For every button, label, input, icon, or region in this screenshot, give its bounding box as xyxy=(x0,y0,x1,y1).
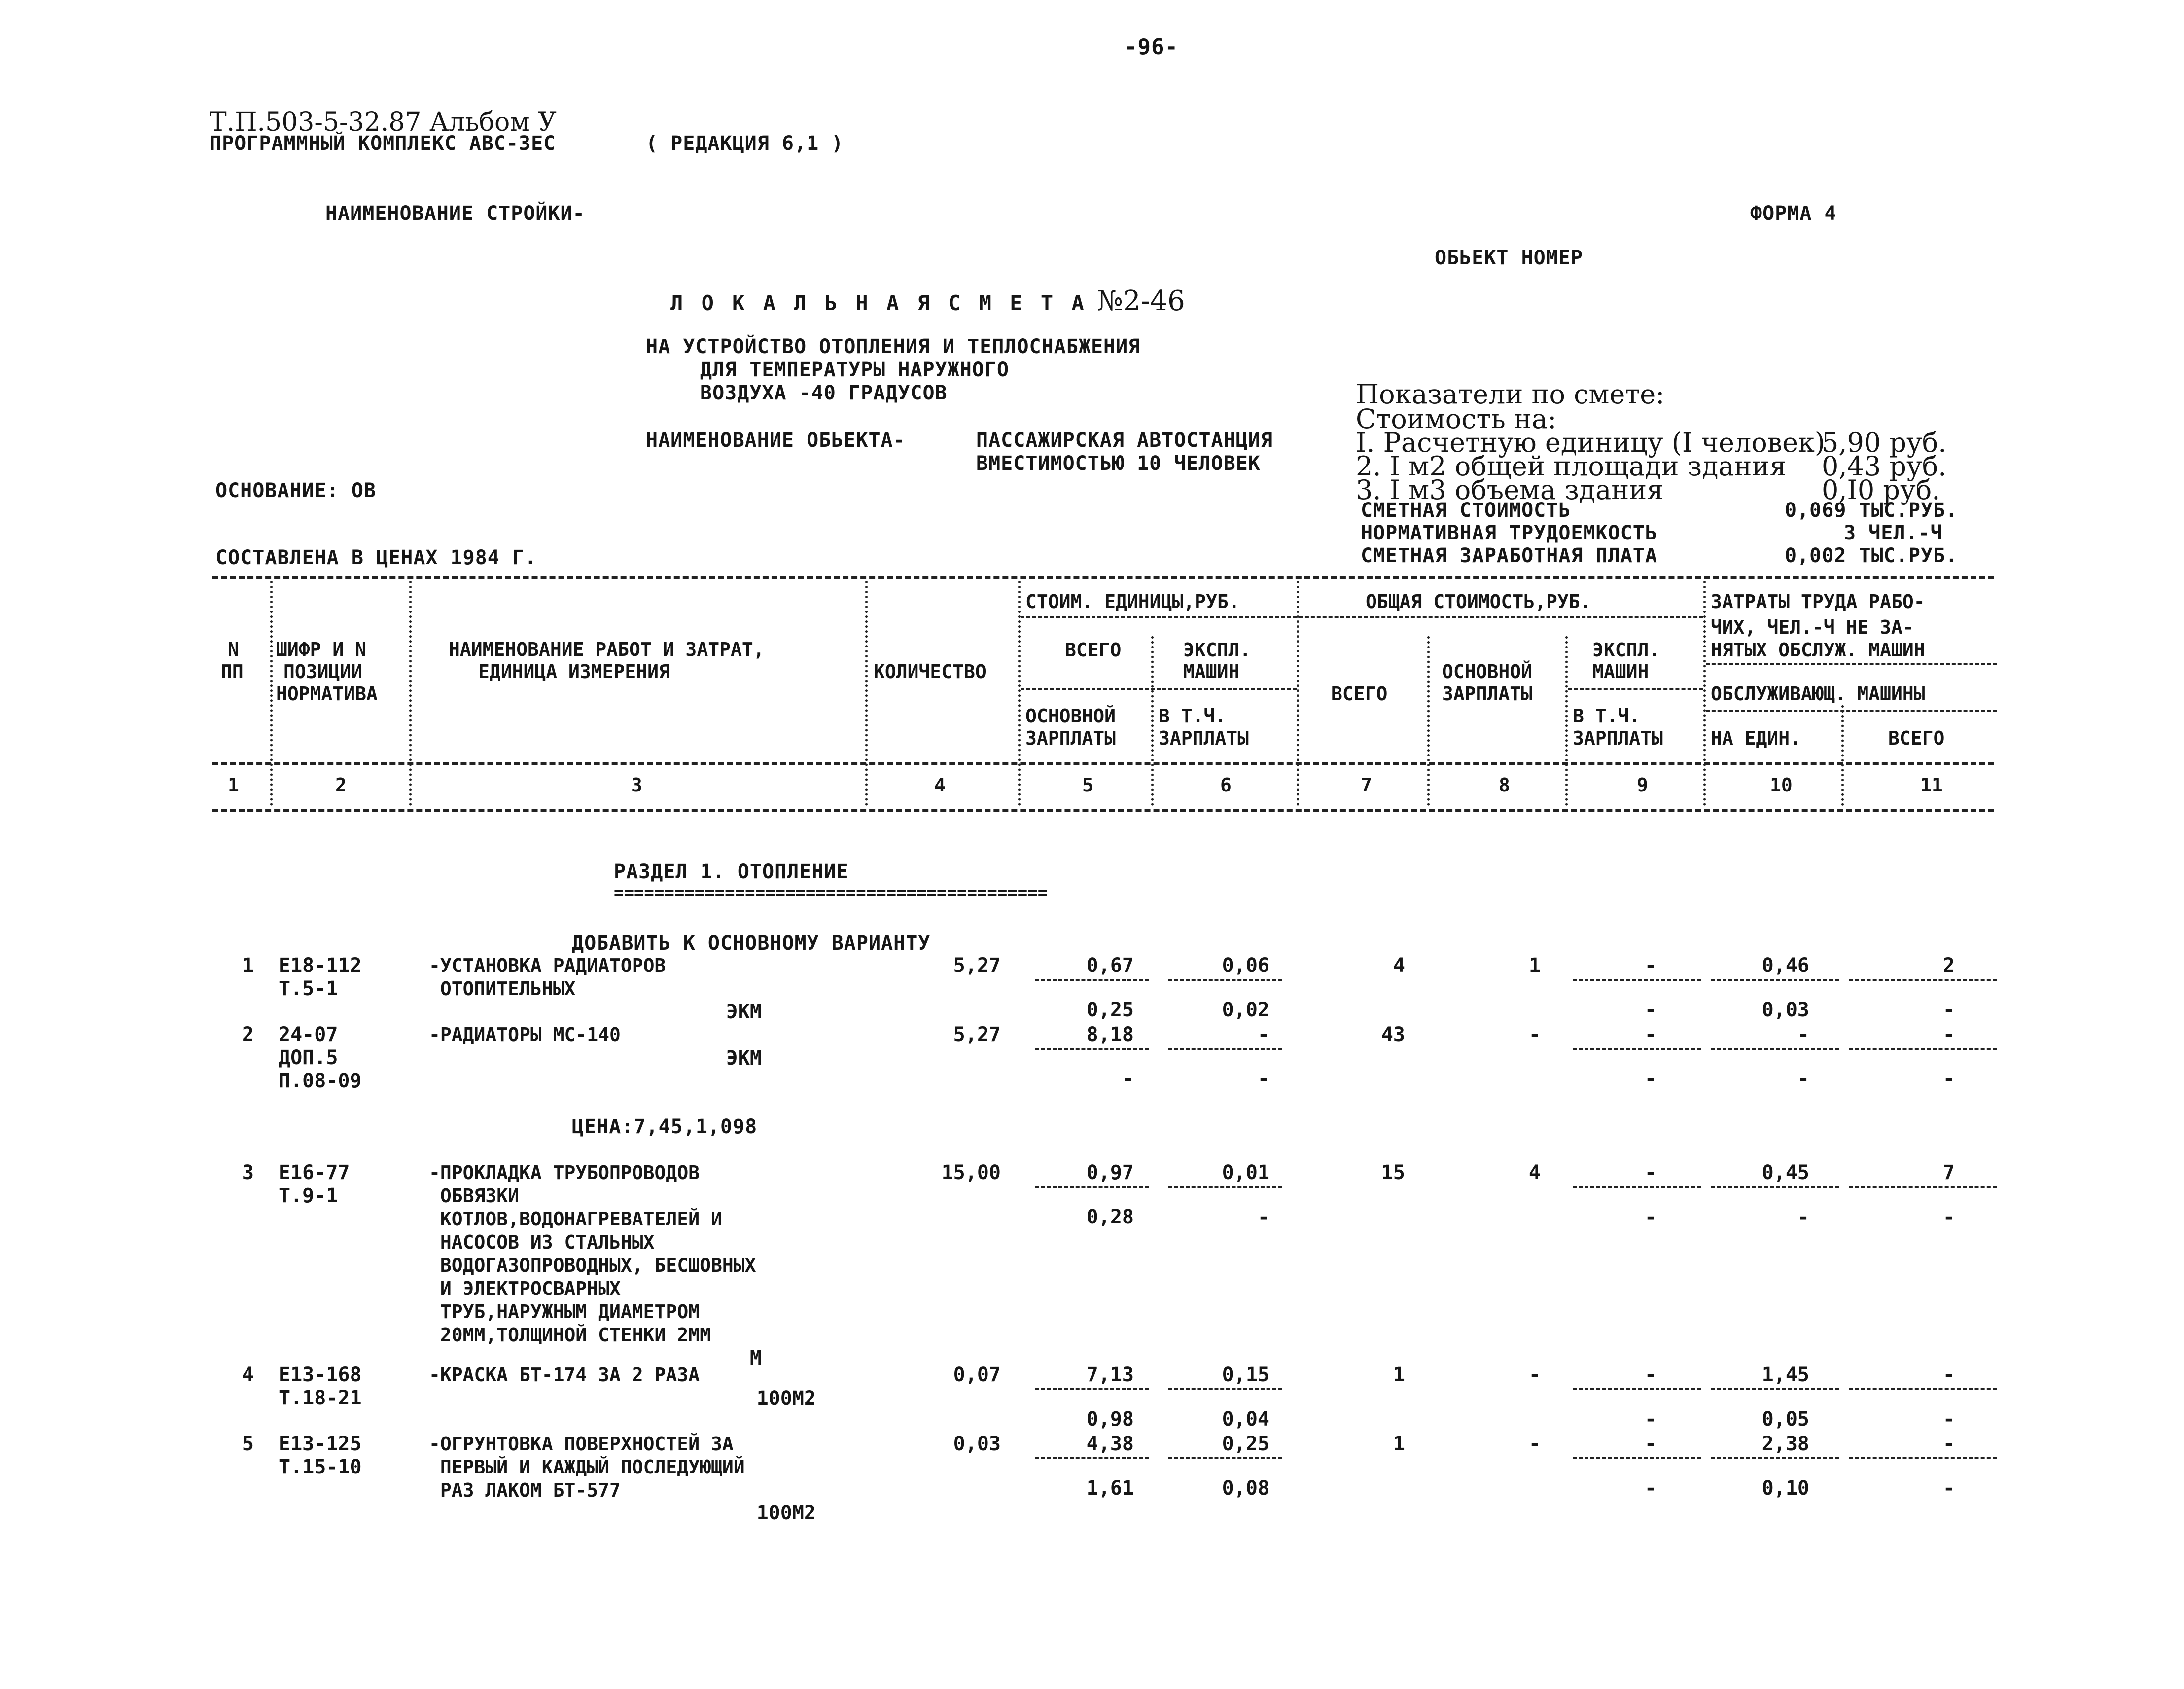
album-reference: Т.П.503-5-32.87 Альбом У xyxy=(210,108,557,137)
col-divider xyxy=(1565,636,1568,806)
column-number-5: 5 xyxy=(1082,774,1093,796)
norm-code-line: Т.15-10 xyxy=(279,1456,362,1478)
labor-group-header-line-2: ЧИХ, ЧЕЛ.-Ч НЕ ЗА- xyxy=(1711,616,1914,638)
header-subrule xyxy=(1021,616,1297,618)
indicator-label-2: 2. I м2 общей площади здания xyxy=(1356,451,1787,482)
value-c10: 0,45 xyxy=(1761,1161,1809,1184)
value-c11: 2 xyxy=(1942,954,1955,977)
value-c11-wage: - xyxy=(1942,1477,1955,1500)
col-8-header-line-2: ЗАРПЛАТЫ xyxy=(1442,683,1533,705)
quantity: 15,00 xyxy=(941,1161,1001,1184)
subrow-rule xyxy=(1573,1048,1701,1050)
object-number-label: ОБЬЕКТ НОМЕР xyxy=(1435,247,1583,269)
subrow-rule xyxy=(1711,1457,1839,1459)
value-c10-wage: 0,05 xyxy=(1761,1408,1809,1431)
quantity: 5,27 xyxy=(953,1023,1001,1046)
norm-code-line: Е18-112 xyxy=(279,954,362,977)
object-name-line-2: ВМЕСТИМОСТЬЮ 10 ЧЕЛОВЕК xyxy=(976,452,1261,475)
value-c9-wage: - xyxy=(1644,1408,1656,1431)
subrow-rule xyxy=(1168,979,1282,981)
header-subrule xyxy=(1021,688,1297,690)
column-number-10: 10 xyxy=(1770,774,1793,796)
column-number-9: 9 xyxy=(1637,774,1648,796)
col-9-sub-header-line-2: ЗАРПЛАТЫ xyxy=(1573,727,1663,749)
subrow-rule xyxy=(1849,1048,1997,1050)
work-description: -КРАСКА БТ-174 ЗА 2 РАЗА xyxy=(429,1364,700,1386)
col-divider xyxy=(1018,581,1021,806)
row-number: 2 xyxy=(242,1023,254,1046)
value-c8: 1 xyxy=(1528,954,1541,977)
value-c5: 8,18 xyxy=(1086,1023,1134,1046)
unit-of-measure: ЭКМ xyxy=(726,1047,762,1070)
value-c6-wage: 0,08 xyxy=(1222,1477,1269,1500)
subrow-rule xyxy=(1711,1048,1839,1050)
value-c6: - xyxy=(1257,1023,1269,1046)
norm-code-line: Т.9-1 xyxy=(279,1185,338,1207)
norm-code-line: 24-07 xyxy=(279,1023,338,1046)
value-c8: - xyxy=(1528,1364,1541,1386)
quantity: 0,07 xyxy=(953,1364,1001,1386)
subrow-rule xyxy=(1168,1186,1282,1188)
value-c8: 4 xyxy=(1528,1161,1541,1184)
construction-name-label: НАИМЕНОВАНИЕ СТРОЙКИ- xyxy=(325,202,585,225)
col-divider xyxy=(409,581,412,806)
estimated-wage-label: СМЕТНАЯ ЗАРАБОТНАЯ ПЛАТА xyxy=(1361,544,1657,567)
value-c9: - xyxy=(1644,954,1656,977)
labor-group-header-line-4: ОБСЛУЖИВАЮЩ. МАШИНЫ xyxy=(1711,683,1925,705)
value-c6-wage: - xyxy=(1257,1206,1269,1228)
header-top-rule xyxy=(212,576,1994,579)
program-name: ПРОГРАММНЫЙ КОМПЛЕКС АВС-ЗЕС xyxy=(210,132,556,155)
value-c7: 1 xyxy=(1393,1364,1405,1386)
value-c7: 4 xyxy=(1393,954,1405,977)
value-c9-wage: - xyxy=(1644,1477,1656,1500)
column-number-8: 8 xyxy=(1499,774,1510,796)
purpose-line-1: НА УСТРОЙСТВО ОТОПЛЕНИЯ И ТЕПЛОСНАБЖЕНИЯ xyxy=(646,335,1141,358)
col-2-header-line-3: НОРМАТИВА xyxy=(276,683,378,705)
col-divider xyxy=(1427,636,1430,806)
value-c5: 0,97 xyxy=(1086,1161,1134,1184)
subrow-rule xyxy=(1573,979,1701,981)
value-c11-wage: - xyxy=(1942,999,1955,1021)
column-number-1: 1 xyxy=(228,774,239,796)
header-subrule xyxy=(1706,710,1997,712)
value-c9-wage: - xyxy=(1644,1206,1656,1228)
value-c7: 43 xyxy=(1381,1023,1405,1046)
value-c9-wage: - xyxy=(1644,1068,1656,1090)
subrow-rule xyxy=(1168,1388,1282,1390)
row-number: 4 xyxy=(242,1364,254,1386)
value-c6-wage: 0,04 xyxy=(1222,1408,1269,1431)
section-title: РАЗДЕЛ 1. ОТОПЛЕНИЕ xyxy=(614,861,849,883)
column-numbers-rule xyxy=(212,809,1994,812)
subrow-rule xyxy=(1711,979,1839,981)
labor-intensity-label: НОРМАТИВНАЯ ТРУДОЕМКОСТЬ xyxy=(1361,522,1657,544)
unit-cost-group-header: СТОИМ. ЕДИНИЦЫ,РУБ. xyxy=(1025,591,1240,612)
norm-code-line: Т.5-1 xyxy=(279,977,338,1000)
labor-group-header-line-1: ЗАТРАТЫ ТРУДА РАБО- xyxy=(1711,591,1925,612)
subrow-rule xyxy=(1573,1186,1701,1188)
col-4-header: КОЛИЧЕСТВО xyxy=(874,661,986,683)
work-description: -ПРОКЛАДКА ТРУБОПРОВОДОВ ОБВЯЗКИ КОТЛОВ,ВОДОНАГРЕВАТЕЛЕЙ И НАСОСОВ ИЗ СТАЛЬНЫХ ВОДОГАЗОПРОВОДНЫХ, БЕСШОВНЫХ И ЭЛЕКТРОСВАРНЫХ ТРУБ,НАРУЖНЫМ ДИАМЕТРОМ 20ММ,ТОЛЩИНОЙ СТЕНКИ 2ММ xyxy=(429,1162,756,1346)
value-c5-wage: 1,61 xyxy=(1086,1477,1134,1500)
value-c11-wage: - xyxy=(1942,1068,1955,1090)
estimated-wage-value: 0,002 ТЫС.РУБ. xyxy=(1785,544,1958,567)
value-c6-wage: - xyxy=(1257,1068,1269,1090)
unit-of-measure: 100М2 xyxy=(756,1387,816,1410)
value-c10-wage: 0,10 xyxy=(1761,1477,1809,1500)
indicator-label-1: I. Расчетную единицу (I человек) xyxy=(1356,427,1825,458)
col-3-header-line-1: НАИМЕНОВАНИЕ РАБОТ И ЗАТРАТ, xyxy=(449,639,765,660)
col-divider xyxy=(1151,636,1154,806)
col-3-header-line-2: ЕДИНИЦА ИЗМЕРЕНИЯ xyxy=(478,661,670,683)
document-title: Л О К А Л Ь Н А Я С М Е Т А xyxy=(670,291,1087,315)
header-subrule xyxy=(1568,688,1703,690)
quantity: 0,03 xyxy=(953,1433,1001,1455)
value-c7: 15 xyxy=(1381,1161,1405,1184)
column-number-6: 6 xyxy=(1220,774,1232,796)
column-number-2: 2 xyxy=(335,774,347,796)
subrow-rule xyxy=(1035,1186,1149,1188)
value-c10: 1,45 xyxy=(1761,1364,1809,1386)
estimate-number: №2-46 xyxy=(1097,285,1185,317)
labor-intensity-value: 3 ЧЕЛ.-Ч xyxy=(1844,522,1943,544)
indicator-value-3: 0,I0 руб. xyxy=(1822,474,1940,505)
col-5-header: ВСЕГО xyxy=(1065,639,1122,661)
value-c5-wage: 0,28 xyxy=(1086,1206,1134,1228)
value-c5: 4,38 xyxy=(1086,1433,1134,1455)
col-1-header-line-1: N xyxy=(228,639,239,660)
header-bottom-rule xyxy=(212,762,1994,765)
col-6-header-line-2: МАШИН xyxy=(1183,661,1240,683)
norm-code-line: Е16-77 xyxy=(279,1161,350,1184)
form-number: ФОРМА 4 xyxy=(1750,202,1837,225)
col-divider xyxy=(270,581,273,806)
subrow-rule xyxy=(1168,1457,1282,1459)
value-c10: 0,46 xyxy=(1761,954,1809,977)
value-c5: 0,67 xyxy=(1086,954,1134,977)
unit-of-measure: М xyxy=(749,1347,762,1369)
norm-code-line: П.08-09 xyxy=(279,1070,362,1092)
value-c11: 7 xyxy=(1942,1161,1955,1184)
column-number-3: 3 xyxy=(631,774,642,796)
subrow-rule xyxy=(1849,1457,1997,1459)
indicators-title: Показатели по смете: xyxy=(1356,379,1665,410)
indicators-subtitle: Стоимость на: xyxy=(1356,403,1557,434)
value-c6: 0,06 xyxy=(1222,954,1269,977)
col-9-sub-header-line-1: В Т.Ч. xyxy=(1573,705,1641,727)
program-edition: ( РЕДАКЦИЯ 6,1 ) xyxy=(646,132,844,155)
norm-code-line: Е13-125 xyxy=(279,1433,362,1455)
value-c8: - xyxy=(1528,1023,1541,1046)
unit-of-measure: ЭКМ xyxy=(726,1001,762,1023)
value-c9: - xyxy=(1644,1161,1656,1184)
row-number: 1 xyxy=(242,954,254,977)
col-11-header: ВСЕГО xyxy=(1888,727,1945,749)
col-5-sub-header-line-2: ЗАРПЛАТЫ xyxy=(1025,727,1116,749)
subrow-rule xyxy=(1035,979,1149,981)
value-c6: 0,25 xyxy=(1222,1433,1269,1455)
row-number: 3 xyxy=(242,1161,254,1184)
value-c6-wage: 0,02 xyxy=(1222,999,1269,1021)
section-underline: =========================================== xyxy=(614,883,1048,902)
value-c10: 2,38 xyxy=(1761,1433,1809,1455)
add-to-base-variant-note: ДОБАВИТЬ К ОСНОВНОМУ ВАРИАНТУ xyxy=(572,932,931,955)
col-10-header: НА ЕДИН. xyxy=(1711,727,1801,749)
norm-code-line: Т.18-21 xyxy=(279,1387,362,1409)
subrow-rule xyxy=(1849,1186,1997,1188)
col-2-header-line-2: ПОЗИЦИИ xyxy=(283,661,363,683)
col-9-header-line-1: ЭКСПЛ. xyxy=(1592,639,1660,661)
column-number-4: 4 xyxy=(934,774,946,796)
object-name-line-1: ПАССАЖИРСКАЯ АВТОСТАНЦИЯ xyxy=(976,429,1273,452)
estimated-cost-value: 0,069 ТЫС.РУБ. xyxy=(1785,499,1958,522)
col-9-header-line-2: МАШИН xyxy=(1592,661,1649,683)
price-note: ЦЕНА:7,45,1,098 xyxy=(572,1115,758,1138)
page-number: -96- xyxy=(1124,35,1178,60)
value-c9-wage: - xyxy=(1644,999,1656,1021)
value-c6: 0,01 xyxy=(1222,1161,1269,1184)
col-1-header-line-2: ПП xyxy=(221,661,244,683)
indicator-value-1: 5,90 руб. xyxy=(1822,427,1947,458)
work-description: -РАДИАТОРЫ МС-140 xyxy=(429,1024,621,1045)
norm-code-line: Е13-168 xyxy=(279,1364,362,1386)
col-divider xyxy=(1703,581,1706,806)
value-c9: - xyxy=(1644,1364,1656,1386)
purpose-line-2: ДЛЯ ТЕМПЕРАТУРЫ НАРУЖНОГО xyxy=(700,359,1010,381)
value-c10-wage: - xyxy=(1797,1206,1809,1228)
value-c7: 1 xyxy=(1393,1433,1405,1455)
subrow-rule xyxy=(1711,1388,1839,1390)
value-c5-wage: 0,98 xyxy=(1086,1408,1134,1431)
col-6-sub-header-line-1: В Т.Ч. xyxy=(1159,705,1227,727)
value-c9: - xyxy=(1644,1023,1656,1046)
quantity: 5,27 xyxy=(953,954,1001,977)
subrow-rule xyxy=(1035,1457,1149,1459)
col-8-header-line-1: ОСНОВНОЙ xyxy=(1442,661,1533,683)
header-subrule xyxy=(1299,616,1703,618)
work-description: -УСТАНОВКА РАДИАТОРОВ ОТОПИТЕЛЬНЫХ xyxy=(429,955,666,1000)
subrow-rule xyxy=(1035,1048,1149,1050)
object-name-label: НАИМЕНОВАНИЕ ОБЬЕКТА- xyxy=(646,429,906,452)
purpose-line-3: ВОЗДУХА -40 ГРАДУСОВ xyxy=(700,382,948,404)
col-divider xyxy=(1297,581,1299,806)
value-c9: - xyxy=(1644,1433,1656,1455)
col-6-header-line-1: ЭКСПЛ. xyxy=(1183,639,1251,661)
subrow-rule xyxy=(1849,1388,1997,1390)
labor-group-header-line-3: НЯТЫХ ОБСЛУЖ. МАШИН xyxy=(1711,639,1925,661)
indicator-value-2: 0,43 руб. xyxy=(1822,451,1947,482)
header-subrule xyxy=(1706,663,1997,665)
indicator-label-3: 3. I м3 объема здания xyxy=(1356,474,1664,505)
price-level-label: СОСТАВЛЕНА В ЦЕНАХ 1984 Г. xyxy=(215,546,537,569)
value-c5-wage: 0,25 xyxy=(1086,999,1134,1021)
col-2-header-line-1: ШИФР И N xyxy=(276,639,367,660)
row-number: 5 xyxy=(242,1433,254,1455)
value-c10-wage: 0,03 xyxy=(1761,999,1809,1021)
subrow-rule xyxy=(1573,1388,1701,1390)
estimated-cost-label: СМЕТНАЯ СТОИМОСТЬ xyxy=(1361,499,1571,522)
basis-label: ОСНОВАНИЕ: ОВ xyxy=(215,479,377,502)
unit-of-measure: 100М2 xyxy=(756,1502,816,1524)
value-c11: - xyxy=(1942,1364,1955,1386)
value-c6: 0,15 xyxy=(1222,1364,1269,1386)
value-c10: - xyxy=(1797,1023,1809,1046)
col-divider xyxy=(1841,705,1844,806)
subrow-rule xyxy=(1573,1457,1701,1459)
col-6-sub-header-line-2: ЗАРПЛАТЫ xyxy=(1159,727,1249,749)
value-c5: 7,13 xyxy=(1086,1364,1134,1386)
column-number-7: 7 xyxy=(1361,774,1372,796)
value-c10-wage: - xyxy=(1797,1068,1809,1090)
value-c5-wage: - xyxy=(1122,1068,1134,1090)
col-divider xyxy=(865,581,868,806)
subrow-rule xyxy=(1035,1388,1149,1390)
col-5-sub-header-line-1: ОСНОВНОЙ xyxy=(1025,705,1116,727)
column-number-11: 11 xyxy=(1920,774,1943,796)
value-c11: - xyxy=(1942,1433,1955,1455)
value-c8: - xyxy=(1528,1433,1541,1455)
value-c11-wage: - xyxy=(1942,1206,1955,1228)
subrow-rule xyxy=(1168,1048,1282,1050)
value-c11-wage: - xyxy=(1942,1408,1955,1431)
work-description: -ОГРУНТОВКА ПОВЕРХНОСТЕЙ ЗА ПЕРВЫЙ И КАЖДЫЙ ПОСЛЕДУЮЩИЙ РАЗ ЛАКОМ БТ-577 xyxy=(429,1433,745,1501)
value-c11: - xyxy=(1942,1023,1955,1046)
col-7-header: ВСЕГО xyxy=(1331,683,1388,705)
total-cost-group-header: ОБЩАЯ СТОИМОСТЬ,РУБ. xyxy=(1366,591,1591,612)
subrow-rule xyxy=(1711,1186,1839,1188)
norm-code-line: ДОП.5 xyxy=(279,1046,338,1069)
subrow-rule xyxy=(1849,979,1997,981)
